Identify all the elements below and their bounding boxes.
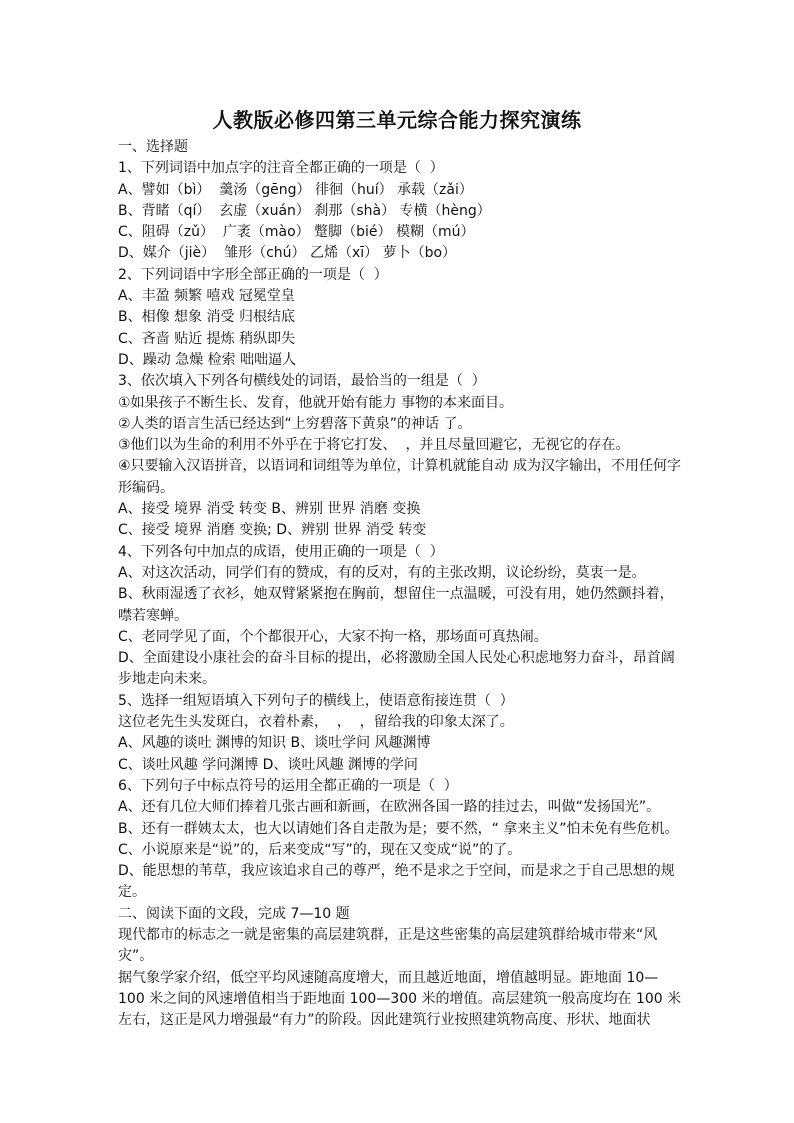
q5-options-cd: C、谈吐风趣 学问渊博 D、谈吐风趣 渊博的学问: [118, 756, 418, 773]
q3-sentence-3: ③他们以为生命的利用不外乎在于将它打发、 ，并且尽量回避它，无视它的存在。: [118, 437, 630, 454]
q4-option-b: B、秋雨湿透了衣衫，她双臂紧紧抱在胸前，想留住一点温暖，可没有用，她仍然颤抖着，噤若寒蝉。: [118, 586, 674, 624]
question-5: 5、选择一组短语填入下列句子的横线上，使语意衔接连贯（ ）: [118, 692, 514, 709]
document-body: [118, 137, 682, 1031]
q6-option-d: D、能思想的苇草，我应该追求自己的尊严，绝不是求之于空间，而是求之于自己思想的规定。: [118, 863, 675, 901]
q3-sentence-1: ①如果孩子不断生长、发育，他就开始有能力 事物的本来面目。: [118, 394, 513, 411]
q1-option-d: D、媒介（jiè） 雏形（chú） 乙烯（xī） 萝卜（bo）: [118, 245, 457, 262]
q1-option-a: A、譬如（bì） 羹汤（gēng） 徘徊（huí） 承载（zǎi）: [118, 181, 473, 198]
q2-option-d: D、躁动 急燥 检索 咄咄逼人: [118, 351, 297, 368]
question-1: 1、下列词语中加点字的注音全都正确的一项是（ ）: [118, 160, 444, 177]
q6-option-a: A、还有几位大师们捧着几张古画和新画，在欧洲各国一路的挂过去，叫做“发扬国光”。: [118, 799, 661, 816]
q1-option-c: C、阻碍（zǔ） 广袤（mào） 蹩脚（bié） 模糊（mú）: [118, 224, 475, 241]
q3-options-cd: C、接受 境界 消磨 变换; D、辨别 世界 消受 转变: [118, 522, 427, 539]
q5-options-ab: A、风趣的谈吐 渊博的知识 B、谈吐学问 风趣渊博: [118, 735, 431, 752]
q4-option-a: A、对这次活动，同学们有的赞成，有的反对，有的主张改期，议论纷纷，莫衷一是。: [118, 564, 646, 581]
q6-option-b: B、还有一群姨太太，也大以请她们各自走散为是；要不然，“ 拿来主义”怕未免有些危机。: [118, 820, 679, 837]
q2-option-c: C、吝啬 贴近 提炼 稍纵即失: [118, 330, 296, 347]
question-2: 2、下列词语中字形全部正确的一项是（ ）: [118, 266, 388, 283]
q5-sentence: 这位老先生头发斑白，衣着朴素， ， ，留给我的印象太深了。: [118, 714, 514, 731]
section-heading-choice: 一、选择题: [118, 139, 188, 155]
q6-option-c: C、小说原来是“说”的，后来变成“写”的，现在又变成“说”的了。: [118, 841, 522, 858]
q1-option-b: B、背睹（qí） 玄虚（xuán） 刹那（shà） 专横（hèng）: [118, 202, 491, 219]
q4-option-c: C、老同学见了面，个个都很开心，大家不拘一格，那场面可真热闹。: [118, 628, 548, 645]
q4-option-d: D、全面建设小康社会的奋斗目标的提出，必将激励全国人民处心积虑地努力奋斗，昂首阔步地走向未来。: [118, 650, 675, 688]
q3-sentence-2: ②人类的语言生活已经达到“上穷碧落下黄泉”的神话 了。: [118, 415, 472, 432]
question-4: 4、下列各句中加点的成语，使用正确的一项是（ ）: [118, 543, 444, 560]
q3-options-ab: A、接受 境界 消受 转变 B、辨别 世界 消磨 变换: [118, 501, 421, 518]
section-heading-reading: 二、阅读下面的文段，完成 7—10 题: [118, 905, 350, 922]
reading-paragraph-2: 据气象学家介绍，低空平均风速随高度增大，而且越近地面，增值越明显。距地面 10—100 米之间的风速增值相当于距地面 100—300 米的增值。高层建筑一般高度均在 100 米左右，这正是风力增强最“有力”的阶段。因此建筑行业按照建筑物高度、形状、地面状: [118, 969, 682, 1029]
question-3: 3、依次填入下列各句横线处的词语，最恰当的一组是（ ）: [118, 373, 486, 390]
q3-sentence-4: ④只要输入汉语拼音，以语词和词组等为单位，计算机就能自动 成为汉字输出，不用任何字形编码。: [118, 458, 681, 496]
q2-option-b: B、相像 想象 消受 归根结底: [118, 309, 295, 326]
question-6: 6、下列句子中标点符号的运用全都正确的一项是（ ）: [118, 777, 458, 794]
q2-option-a: A、丰盈 频繁 嘻戏 冠冕堂皇: [118, 288, 295, 305]
reading-paragraph-1: 现代都市的标志之一就是密集的高层建筑群，正是这些密集的高层建筑群给城市带来“风灾”。: [118, 926, 658, 965]
page-title: 人教版必修四第三单元综合能力探究演练: [212, 108, 582, 132]
